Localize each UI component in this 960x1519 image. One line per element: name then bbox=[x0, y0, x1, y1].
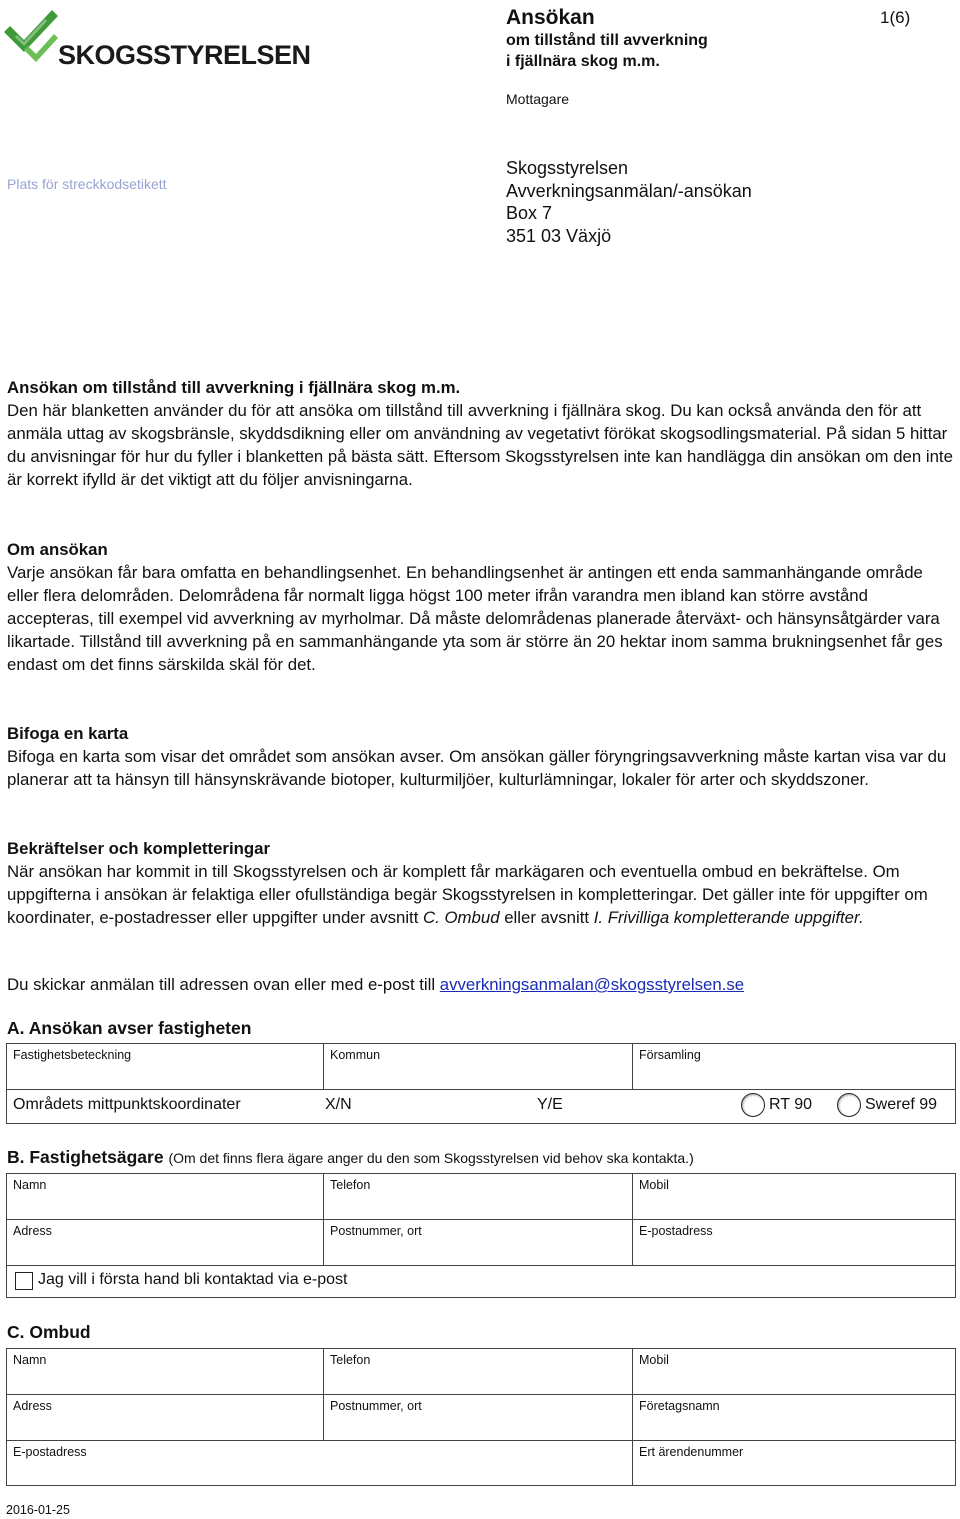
sweref99-radio[interactable] bbox=[837, 1093, 861, 1117]
owner-postal-field[interactable] bbox=[324, 1220, 633, 1265]
field-label: Adress bbox=[13, 1399, 52, 1413]
field-label: Fastighetsbeteckning bbox=[13, 1048, 132, 1062]
agent-email-field[interactable] bbox=[7, 1441, 633, 1485]
intro-text: Den här blanketten använder du för att ansöka om tillstånd till avverkning i fjällnära skog. Du kan också använda den för att anmäla uttag av skogsbränsle, skyddsdikning eller om användning av vegetativt förökat skogsodlingsmaterial. På sidan 5 hittar du anvisningar för hur du fyller i blanketten på bästa sätt. Eftersom Skogsstyrelsen inte kan handlägga din ansökan om den inte är korrekt ifylld är det viktigt att du följer anvisningarna. bbox=[7, 401, 953, 489]
section-b-heading bbox=[7, 1147, 694, 1168]
om-ansokan-heading: Om ansökan bbox=[7, 540, 108, 559]
logo-wordmark: SKOGSSTYRELSEN bbox=[58, 40, 311, 70]
send-instruction bbox=[7, 973, 953, 996]
bekraftelser-text-part: När ansökan har kommit in till Skogsstyrelsen och är komplett får markägaren och eventuella ombud en bekräftelse. Om uppgifterna i ansökan är felaktiga eller ofullständiga begär Skogsstyrelsen in kompletteringar. Det gäller inte för uppgifter om koordinater, e-postadresser eller uppgifter under avsnitt bbox=[7, 862, 928, 927]
field-label: E-postadress bbox=[639, 1224, 713, 1238]
owner-mobile-field[interactable] bbox=[633, 1174, 955, 1219]
intro-heading: Ansökan om tillstånd till avverkning i fjällnära skog m.m. bbox=[7, 378, 461, 397]
section-a-heading: A. Ansökan avser fastigheten bbox=[7, 1018, 252, 1038]
form-subtitle-line1: om tillstånd till avverkning bbox=[506, 32, 708, 49]
kommun-field[interactable] bbox=[324, 1044, 633, 1089]
om-ansokan-text: Varje ansökan får bara omfatta en behandlingsenhet. En behandlingsenhet är antingen ett enda sammanhängande område eller flera delområden. Delområdena får normalt ligga högst 100 meter ifrån varandra men ibland kan större avstånd accepteras, till exempel vid avverkning av myrholmar. Då måste delområdenas planerade återväxt- och hänsynsåtgärder vara likartade. Tillstånd till avverkning på en sammanhängande yta som är större än 20 hektar inom samma brukningsenhet får ges endast om det finns särskilda skäl för det. bbox=[7, 563, 943, 674]
address-line: Box 7 bbox=[506, 203, 553, 223]
email-contact-label: Jag vill i första hand bli kontaktad via e-post bbox=[38, 1271, 348, 1288]
owner-name-field[interactable] bbox=[7, 1174, 324, 1219]
field-label: Namn bbox=[13, 1178, 47, 1192]
karta-section bbox=[7, 722, 953, 791]
y-coordinate-field[interactable]: Y/E bbox=[537, 1096, 563, 1113]
field-label: Ert ärendenummer bbox=[639, 1445, 744, 1459]
agent-name-field[interactable] bbox=[7, 1349, 324, 1394]
owner-email-field[interactable] bbox=[633, 1220, 955, 1265]
logo-leaf-icon bbox=[4, 10, 58, 62]
send-text: Du skickar anmälan till adressen ovan eller med e-post till bbox=[7, 975, 440, 994]
form-title: Ansökan bbox=[506, 6, 595, 29]
bekraftelser-text-part: eller avsnitt bbox=[499, 908, 594, 927]
email-contact-checkbox[interactable] bbox=[15, 1272, 33, 1290]
ref-section-c: C. Ombud bbox=[423, 908, 500, 927]
field-label: Mobil bbox=[639, 1178, 669, 1192]
sweref99-label: Sweref 99 bbox=[865, 1096, 938, 1113]
field-label: Kommun bbox=[330, 1048, 381, 1062]
bekraftelser-section bbox=[7, 837, 953, 929]
section-b-title: B. Fastighetsägare bbox=[7, 1147, 164, 1167]
skogsstyrelsen-logo bbox=[6, 6, 311, 70]
agent-mobile-field[interactable] bbox=[633, 1349, 955, 1394]
field-label: Församling bbox=[639, 1048, 701, 1062]
address-line: Avverkningsanmälan/-ansökan bbox=[506, 180, 752, 201]
agent-address-field[interactable] bbox=[7, 1395, 324, 1440]
field-label: Adress bbox=[13, 1224, 52, 1238]
footer-date: 2016-01-25 bbox=[6, 1503, 70, 1517]
ref-section-i: I. Frivilliga kompletterande uppgifter. bbox=[593, 908, 864, 927]
field-label: Mobil bbox=[639, 1353, 669, 1367]
email-link[interactable]: avverkningsanmalan@skogsstyrelsen.se bbox=[439, 975, 745, 994]
recipient-address bbox=[506, 157, 752, 247]
bekraftelser-heading: Bekräftelser och kompletteringar bbox=[7, 839, 270, 858]
coordinates-row bbox=[7, 1090, 955, 1123]
email-contact-row bbox=[7, 1266, 955, 1297]
address-line: 351 03 Växjö bbox=[506, 225, 612, 246]
form-subtitle-line2: i fjällnära skog m.m. bbox=[506, 53, 660, 70]
om-ansokan-section bbox=[7, 538, 953, 676]
field-label: Postnummer, ort bbox=[330, 1399, 422, 1413]
agent-company-field[interactable] bbox=[633, 1395, 955, 1440]
field-label: Telefon bbox=[330, 1353, 371, 1367]
field-label: Namn bbox=[13, 1353, 47, 1367]
owner-phone-field[interactable] bbox=[324, 1174, 633, 1219]
karta-heading: Bifoga en karta bbox=[7, 724, 129, 743]
fastighetsbeteckning-field[interactable] bbox=[7, 1044, 324, 1089]
x-coordinate-field[interactable]: X/N bbox=[325, 1096, 352, 1113]
karta-text: Bifoga en karta som visar det området som ansökan avser. Om ansökan gäller föryngringsavverkning måste kartan visa var du planerar att ta hänsyn till hänsynskrävande biotoper, kulturmiljöer, kulturlämningar, lokaler för arter och skyddszoner. bbox=[7, 747, 947, 789]
section-a-form bbox=[6, 1043, 956, 1124]
intro-section bbox=[7, 376, 953, 491]
agent-case-number-field[interactable] bbox=[633, 1441, 955, 1485]
barcode-placeholder: Plats för streckkodsetikett bbox=[7, 176, 167, 192]
owner-address-field[interactable] bbox=[7, 1220, 324, 1265]
field-label: E-postadress bbox=[13, 1445, 87, 1459]
coordinates-label: Områdets mittpunktskoordinater bbox=[13, 1096, 241, 1113]
forsamling-field[interactable] bbox=[633, 1044, 955, 1089]
section-b-form bbox=[6, 1173, 956, 1298]
section-c-heading: C. Ombud bbox=[7, 1322, 91, 1342]
rt90-label: RT 90 bbox=[769, 1096, 812, 1113]
field-label: Postnummer, ort bbox=[330, 1224, 422, 1238]
section-b-note: (Om det finns flera ägare anger du den som Skogsstyrelsen vid behov ska kontakta.) bbox=[168, 1150, 694, 1166]
address-line: Skogsstyrelsen bbox=[506, 158, 629, 178]
rt90-radio[interactable] bbox=[741, 1093, 765, 1117]
page-number: 1(6) bbox=[880, 8, 911, 27]
agent-phone-field[interactable] bbox=[324, 1349, 633, 1394]
field-label: Telefon bbox=[330, 1178, 371, 1192]
agent-postal-field[interactable] bbox=[324, 1395, 633, 1440]
recipient-label: Mottagare bbox=[506, 91, 570, 107]
section-c-form bbox=[6, 1348, 956, 1486]
bekraftelser-text bbox=[7, 860, 953, 929]
field-label: Företagsnamn bbox=[639, 1399, 720, 1413]
